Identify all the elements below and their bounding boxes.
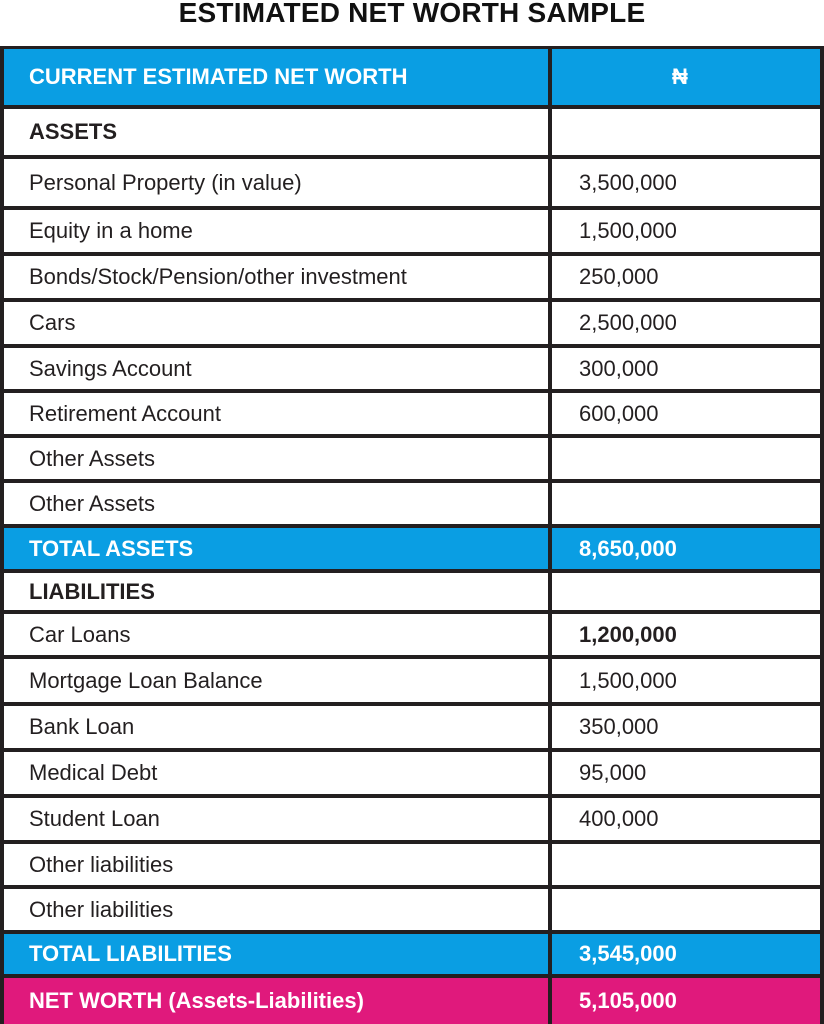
liability-row bbox=[0, 752, 824, 794]
asset-label: Cars bbox=[4, 302, 548, 344]
liability-row bbox=[0, 706, 824, 748]
liability-label: Medical Debt bbox=[4, 752, 548, 794]
liabilities-heading: LIABILITIES bbox=[4, 573, 548, 610]
liability-value bbox=[552, 844, 820, 885]
asset-row bbox=[0, 348, 824, 389]
asset-value: 300,000 bbox=[552, 348, 820, 389]
liability-label: Student Loan bbox=[4, 798, 548, 840]
liability-row bbox=[0, 889, 824, 930]
asset-value bbox=[552, 483, 820, 524]
asset-value: 250,000 bbox=[552, 256, 820, 298]
liability-row bbox=[0, 614, 824, 655]
asset-label: Bonds/Stock/Pension/other investment bbox=[4, 256, 548, 298]
liability-value: 95,000 bbox=[552, 752, 820, 794]
asset-value: 600,000 bbox=[552, 393, 820, 434]
asset-value: 2,500,000 bbox=[552, 302, 820, 344]
liability-row bbox=[0, 798, 824, 840]
total-liabilities-row bbox=[0, 934, 824, 974]
assets-heading: ASSETS bbox=[4, 109, 548, 155]
asset-label: Savings Account bbox=[4, 348, 548, 389]
liability-value bbox=[552, 889, 820, 930]
page-title: ESTIMATED NET WORTH SAMPLE bbox=[178, 0, 646, 28]
assets-heading-value bbox=[552, 109, 820, 155]
asset-row bbox=[0, 159, 824, 206]
asset-row bbox=[0, 210, 824, 252]
asset-label: Personal Property (in value) bbox=[4, 159, 548, 206]
liabilities-heading-value bbox=[552, 573, 820, 610]
asset-row bbox=[0, 483, 824, 524]
liabilities-section-row bbox=[0, 573, 824, 610]
liability-value: 350,000 bbox=[552, 706, 820, 748]
asset-row bbox=[0, 256, 824, 298]
asset-label: Other Assets bbox=[4, 483, 548, 524]
net-worth-value: 5,105,000 bbox=[552, 978, 820, 1024]
net-worth-row bbox=[0, 978, 824, 1024]
net-worth-label: NET WORTH (Assets-Liabilities) bbox=[4, 978, 548, 1024]
total-assets-label: TOTAL ASSETS bbox=[4, 528, 548, 569]
liability-row bbox=[0, 844, 824, 885]
net-worth-table bbox=[0, 46, 824, 1024]
liability-label: Other liabilities bbox=[4, 889, 548, 930]
liability-value: 400,000 bbox=[552, 798, 820, 840]
asset-label: Retirement Account bbox=[4, 393, 548, 434]
asset-value bbox=[552, 438, 820, 479]
asset-label: Equity in a home bbox=[4, 210, 548, 252]
liability-label: Other liabilities bbox=[4, 844, 548, 885]
asset-value: 1,500,000 bbox=[552, 210, 820, 252]
asset-value: 3,500,000 bbox=[552, 159, 820, 206]
header-label: CURRENT ESTIMATED NET WORTH bbox=[4, 49, 548, 105]
total-assets-value: 8,650,000 bbox=[552, 528, 820, 569]
liability-value: 1,200,000 bbox=[552, 614, 820, 655]
liability-label: Bank Loan bbox=[4, 706, 548, 748]
asset-row bbox=[0, 393, 824, 434]
asset-row bbox=[0, 438, 824, 479]
currency-symbol: ₦ bbox=[552, 49, 820, 105]
total-assets-row bbox=[0, 528, 824, 569]
total-liabilities-value: 3,545,000 bbox=[552, 934, 820, 974]
asset-row bbox=[0, 302, 824, 344]
liability-label: Mortgage Loan Balance bbox=[4, 659, 548, 702]
table-header-row bbox=[0, 49, 824, 105]
assets-section-row bbox=[0, 109, 824, 155]
total-liabilities-label: TOTAL LIABILITIES bbox=[4, 934, 548, 974]
liability-row bbox=[0, 659, 824, 702]
liability-value: 1,500,000 bbox=[552, 659, 820, 702]
liability-label: Car Loans bbox=[4, 614, 548, 655]
asset-label: Other Assets bbox=[4, 438, 548, 479]
